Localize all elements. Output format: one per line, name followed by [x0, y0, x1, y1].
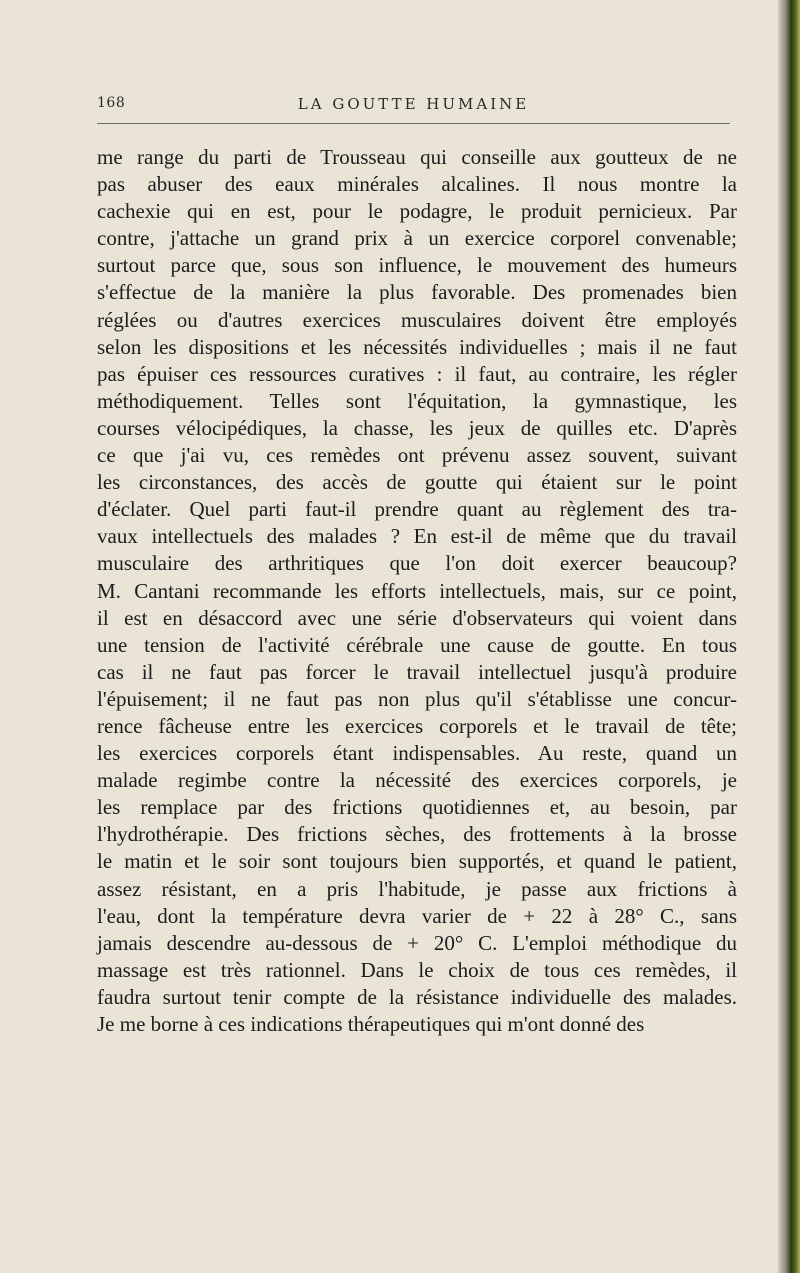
header-rule [97, 123, 730, 124]
running-title: LA GOUTTE HUMAINE [297, 95, 530, 113]
text-line: massage est très rationnel. Dans le choix de tous ces remèdes, il [97, 957, 737, 982]
text-line: assez résistant, en a pris l'habitude, je passe aux frictions à [97, 876, 737, 901]
text-line: les exercices corporels étant indispensables. Au reste, quand un [97, 741, 737, 766]
page-number: 168 [97, 95, 126, 111]
text-line: ce que j'ai vu, ces remèdes ont prévenu assez souvent, suivant [97, 443, 737, 468]
text-line: les remplace par des frictions quotidiennes et, au besoin, par [97, 795, 737, 820]
text-line: jamais descendre au-dessous de + 20° C. L'emploi méthodique du [97, 930, 737, 955]
text-line: vaux intellectuels des malades ? En est-il de même que du travail [97, 524, 737, 549]
page-edge-shadow [778, 0, 800, 1273]
text-line: pas épuiser ces ressources curatives : il faut, au contraire, les régler [97, 361, 737, 386]
text-line: M. Cantani recommande les efforts intellectuels, mais, sur ce point, [97, 578, 737, 603]
text-line: pas abuser des eaux minérales alcalines. Il nous montre la [97, 172, 737, 197]
text-line: d'éclater. Quel parti faut-il prendre quant au règlement des tra- [97, 497, 737, 522]
text-line: rence fâcheuse entre les exercices corporels et le travail de tête; [97, 713, 737, 738]
text-line: l'hydrothérapie. Des frictions sèches, des frottements à la brosse [97, 822, 737, 847]
text-line: méthodiquement. Telles sont l'équitation, la gymnastique, les [97, 388, 737, 413]
text-line: Je me borne à ces indications thérapeutiques qui m'ont donné des [97, 1012, 645, 1036]
text-line: faudra surtout tenir compte de la résistance individuelle des malades. [97, 984, 737, 1009]
text-line: courses vélocipédiques, la chasse, les jeux de quilles etc. D'après [97, 415, 737, 440]
text-line: réglées ou d'autres exercices musculaires doivent être employés [97, 307, 737, 332]
text-line: l'épuisement; il ne faut pas non plus qu'il s'établisse une concur- [97, 686, 737, 711]
text-line: contre, j'attache un grand prix à un exercice corporel convenable; [97, 226, 737, 251]
text-line: musculaire des arthritiques que l'on doit exercer beaucoup? [97, 551, 737, 576]
text-line: malade regimbe contre la nécessité des exercices corporels, je [97, 768, 737, 793]
text-line: les circonstances, des accès de goutte qui étaient sur le point [97, 470, 737, 495]
text-line: cachexie qui en est, pour le podagre, le produit pernicieux. Par [97, 199, 737, 224]
text-line: selon les dispositions et les nécessités individuelles ; mais il ne faut [97, 334, 737, 359]
text-line: une tension de l'activité cérébrale une cause de goutte. En tous [97, 632, 737, 657]
body-text [97, 144, 737, 1038]
text-line: l'eau, dont la température devra varier de + 22 à 28° C., sans [97, 903, 737, 928]
running-head [97, 95, 730, 119]
text-line: s'effectue de la manière la plus favorable. Des promenades bien [97, 280, 737, 305]
text-line: il est en désaccord avec une série d'observateurs qui voient dans [97, 605, 737, 630]
text-line: me range du parti de Trousseau qui conseille aux goutteux de ne [97, 145, 737, 169]
text-line: surtout parce que, sous son influence, le mouvement des humeurs [97, 253, 737, 278]
text-line: cas il ne faut pas forcer le travail intellectuel jusqu'à produire [97, 659, 737, 684]
text-line: le matin et le soir sont toujours bien supportés, et quand le patient, [97, 849, 737, 874]
